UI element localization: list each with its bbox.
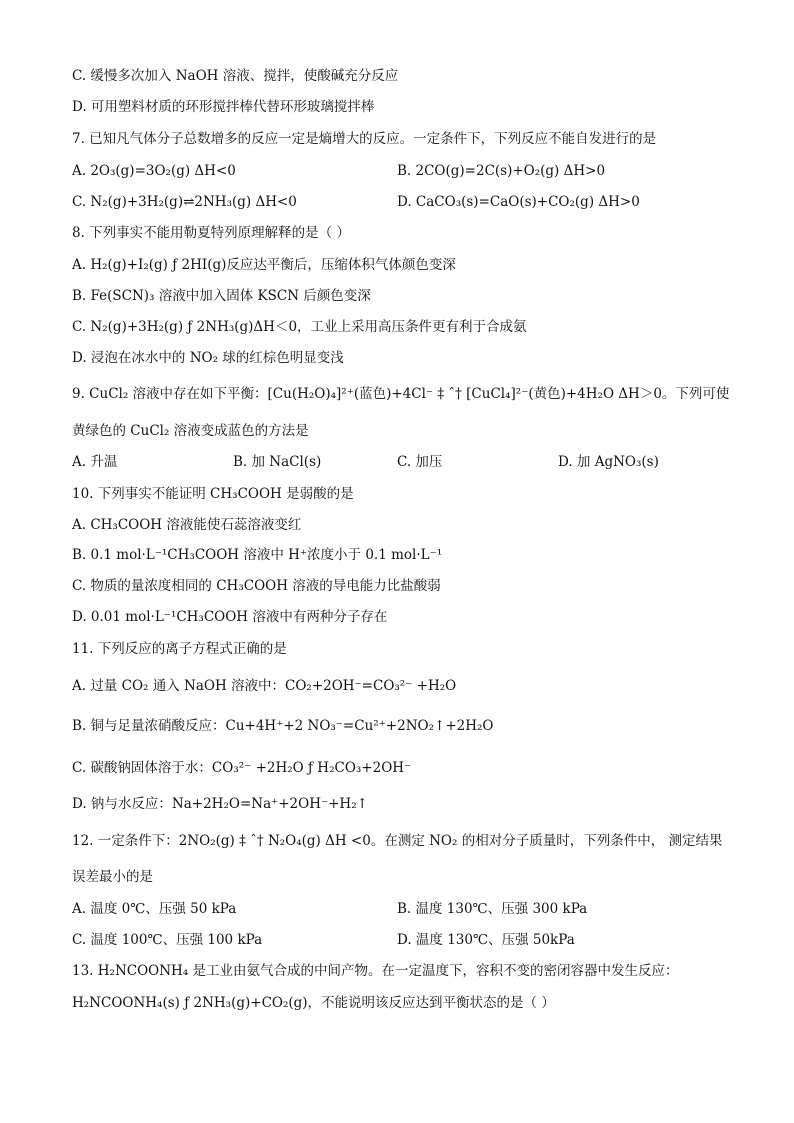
q10-option-c: C. 物质的量浓度相同的 CH₃COOH 溶液的导电能力比盐酸弱 xyxy=(72,578,441,594)
question-12: 12. 一定条件下：2NO₂(g) ‡ ˆ† N₂O₄(g) ΔH <0。在测定 NO₂ 的相对分子质量时，下列条件中， 测定结果 xyxy=(72,833,723,849)
option-c-line: C. 缓慢多次加入 NaOH 溶液、搅拌，使酸碱充分反应 xyxy=(72,68,399,84)
q12-option-d: D. 温度 130℃、压强 50kPa xyxy=(397,932,575,948)
q9-option-a: A. 升温 xyxy=(72,454,118,470)
question-9: 9. CuCl₂ 溶液中存在如下平衡：[Cu(H₂O)₄]²⁺(蓝色)+4Cl⁻ ‡ ˆ† [CuCl₄]²⁻(黄色)+4H₂O ΔH＞0。下列可使 xyxy=(72,386,730,402)
q9-option-c: C. 加压 xyxy=(397,454,443,470)
q10-option-d: D. 0.01 mol·L⁻¹CH₃COOH 溶液中有两种分子存在 xyxy=(72,609,388,625)
q8-option-b: B. Fe(SCN)₃ 溶液中加入固体 KSCN 后颜色变深 xyxy=(72,288,371,304)
question-8: 8. 下列事实不能用勒夏特列原理解释的是（ ） xyxy=(72,225,350,241)
question-11: 11. 下列反应的离子方程式正确的是 xyxy=(72,641,287,657)
q10-option-a: A. CH₃COOH 溶液能使石蕊溶液变红 xyxy=(72,517,302,533)
option-d-line: D. 可用塑料材质的环形搅拌棒代替环形玻璃搅拌棒 xyxy=(72,99,375,115)
question-7: 7. 已知凡气体分子总数增多的反应一定是熵增大的反应。一定条件下，下列反应不能自发进行的是 xyxy=(72,131,657,147)
q11-option-a: A. 过量 CO₂ 通入 NaOH 溶液中：CO₂+2OH⁻=CO₃²⁻ +H₂O xyxy=(72,678,457,694)
question-13-cont: H₂NCOONH₄(s) ƒ 2NH₃(g)+CO₂(g)，不能说明该反应达到平衡状态的是（ ） xyxy=(72,995,555,1011)
q8-option-c: C. N₂(g)+3H₂(g) ƒ 2NH₃(g)ΔH＜0，工业上采用高压条件更有利于合成氨 xyxy=(72,319,527,335)
q7-option-d: D. CaCO₃(s)=CaO(s)+CO₂(g) ΔH>0 xyxy=(397,194,640,210)
q8-option-d: D. 浸泡在冰水中的 NO₂ 球的红棕色明显变浅 xyxy=(72,350,344,366)
q12-option-a: A. 温度 0℃、压强 50 kPa xyxy=(72,901,237,917)
question-9-cont: 黄绿色的 CuCl₂ 溶液变成蓝色的方法是 xyxy=(72,423,309,439)
question-13: 13. H₂NCOONH₄ 是工业由氨气合成的中间产物。在一定温度下，容积不变的密闭容器中发生反应： xyxy=(72,963,679,979)
q12-option-b: B. 温度 130℃、压强 300 kPa xyxy=(397,901,588,917)
q11-option-d: D. 钠与水反应：Na+2H₂O=Na⁺+2OH⁻+H₂↑ xyxy=(72,796,368,812)
q7-option-b: B. 2CO(g)=2C(s)+O₂(g) ΔH>0 xyxy=(397,163,606,179)
q8-option-a: A. H₂(g)+I₂(g) ƒ 2HI(g)反应达平衡后，压缩体积气体颜色变深 xyxy=(72,257,456,273)
q12-option-c: C. 温度 100℃、压强 100 kPa xyxy=(72,932,263,948)
q7-option-c: C. N₂(g)+3H₂(g)⇌2NH₃(g) ΔH<0 xyxy=(72,194,297,210)
q9-option-b: B. 加 NaCl(s) xyxy=(233,454,322,470)
q9-option-d: D. 加 AgNO₃(s) xyxy=(558,454,659,470)
q10-option-b: B. 0.1 mol·L⁻¹CH₃COOH 溶液中 H⁺浓度小于 0.1 mol·L⁻¹ xyxy=(72,547,443,563)
q11-option-b: B. 铜与足量浓硝酸反应：Cu+4H⁺+2 NO₃⁻=Cu²⁺+2NO₂↑+2H₂O xyxy=(72,718,494,734)
q7-option-a: A. 2O₃(g)=3O₂(g) ΔH<0 xyxy=(72,163,236,179)
question-10: 10. 下列事实不能证明 CH₃COOH 是弱酸的是 xyxy=(72,486,354,502)
q11-option-c: C. 碳酸钠固体溶于水：CO₃²⁻ +2H₂O ƒ H₂CO₃+2OH⁻ xyxy=(72,760,412,776)
question-12-cont: 误差最小的是 xyxy=(72,869,153,885)
